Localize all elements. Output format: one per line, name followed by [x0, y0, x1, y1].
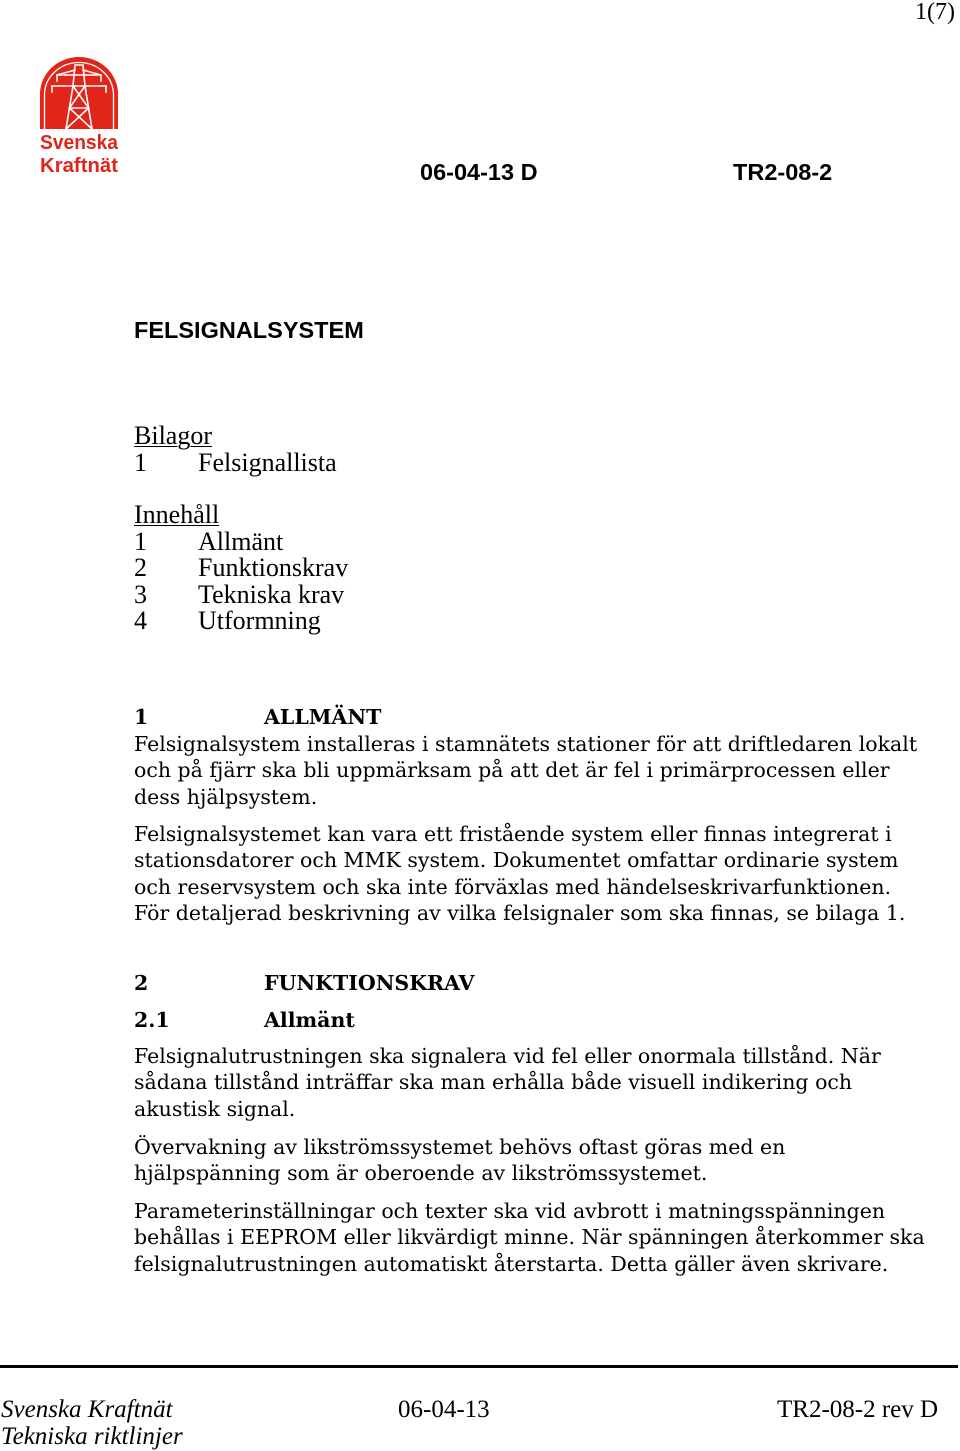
list-item-number: 1: [134, 526, 147, 556]
list-item: [134, 579, 534, 609]
subsection-title: Allmänt: [264, 1008, 355, 1032]
attachments-heading: Bilagor: [134, 421, 212, 450]
paragraph: [134, 821, 960, 927]
paragraph: [134, 1043, 960, 1122]
list-item: [134, 555, 534, 582]
section-heading: [134, 970, 634, 996]
paragraph-line: akustisk signal.: [134, 1096, 296, 1121]
list-item-label: Tekniska krav: [198, 579, 345, 609]
list-item-number: 2: [134, 553, 147, 582]
paragraph-line: Felsignalsystem installeras i stamnätets stationer för att driftledaren lokalt: [134, 732, 918, 756]
section-number: 2: [134, 971, 149, 995]
page-number: 1(7): [915, 0, 955, 25]
subsection-number: 2.1: [134, 1008, 170, 1032]
paragraph-line: Övervakning av likströmssystemet behövs oftast göras med en: [134, 1135, 786, 1159]
paragraph: [134, 731, 960, 810]
svenska-kraftnat-logo: [39, 56, 119, 176]
subsection-heading: [134, 1007, 634, 1033]
paragraph-line: Felsignalutrustningen ska signalera vid fel eller onormala tillstånd. När: [134, 1044, 881, 1068]
footer-series: Tekniska riktlinjer: [1, 1423, 183, 1450]
footer-date: 06-04-13: [398, 1396, 490, 1423]
footer-divider: [0, 1365, 958, 1368]
section-heading: [134, 704, 634, 730]
paragraph-line: felsignalutrustningen automatiskt återstarta. Detta gäller även skrivare.: [134, 1251, 889, 1276]
section-number: 1: [134, 705, 149, 729]
list-item-number: 4: [134, 606, 147, 635]
list-item: [134, 447, 534, 477]
paragraph: [134, 1134, 960, 1187]
transmission-tower-arch-icon: [40, 57, 118, 129]
paragraph-line: och reservsystem och ska inte förväxlas med händelseskrivarfunktionen.: [134, 874, 892, 899]
contents-list: [134, 502, 534, 635]
logo-wordmark-line2: Kraftnät: [40, 155, 119, 176]
section-title: FUNKTIONSKRAV: [264, 971, 475, 995]
list-item-number: 3: [134, 579, 147, 609]
document-date-revision: 06-04-13 D: [420, 159, 538, 185]
list-item-label: Allmänt: [198, 526, 284, 556]
paragraph-line: Felsignalsystemet kan vara ett fristående system eller finnas integrerat i: [134, 822, 892, 846]
section-title: ALLMÄNT: [264, 705, 382, 729]
paragraph-line: stationsdatorer och MMK system. Dokumentet omfattar ordinarie system: [134, 848, 899, 873]
paragraph-line: sådana tillstånd inträffar ska man erhålla både visuell indikering och: [134, 1070, 853, 1095]
footer-document-revision: TR2-08-2 rev D: [777, 1396, 939, 1423]
paragraph-line: och på fjärr ska bli uppmärksam på att det är fel i primärprocessen eller: [134, 758, 890, 783]
document-title: FELSIGNALSYSTEM: [134, 317, 364, 343]
list-item: [134, 526, 534, 556]
paragraph-line: behållas i EEPROM eller likvärdigt minne. När spänningen återkommer ska: [134, 1225, 925, 1250]
list-item-label: Funktionskrav: [198, 553, 349, 582]
footer-organization: Svenska Kraftnät: [1, 1396, 173, 1423]
logo-wordmark-line1: Svenska: [40, 132, 119, 154]
paragraph-line: För detaljerad beskrivning av vilka felsignaler som ska finnas, se bilaga 1.: [134, 901, 906, 926]
paragraph-line: dess hjälpsystem.: [134, 784, 318, 809]
list-item-label: Utformning: [198, 606, 321, 635]
contents-heading: Innehåll: [134, 500, 220, 529]
paragraph: [134, 1198, 960, 1277]
paragraph-line: hjälpspänning som är oberoende av likströmssystemet.: [134, 1161, 708, 1186]
list-item: [134, 608, 534, 635]
attachments-list: [134, 423, 534, 476]
list-item-number: 1: [134, 447, 147, 477]
document-id: TR2-08-2: [733, 159, 833, 185]
paragraph-line: Parameterinställningar och texter ska vid avbrott i matningsspänningen: [134, 1199, 886, 1223]
list-item-label: Felsignallista: [198, 447, 337, 477]
